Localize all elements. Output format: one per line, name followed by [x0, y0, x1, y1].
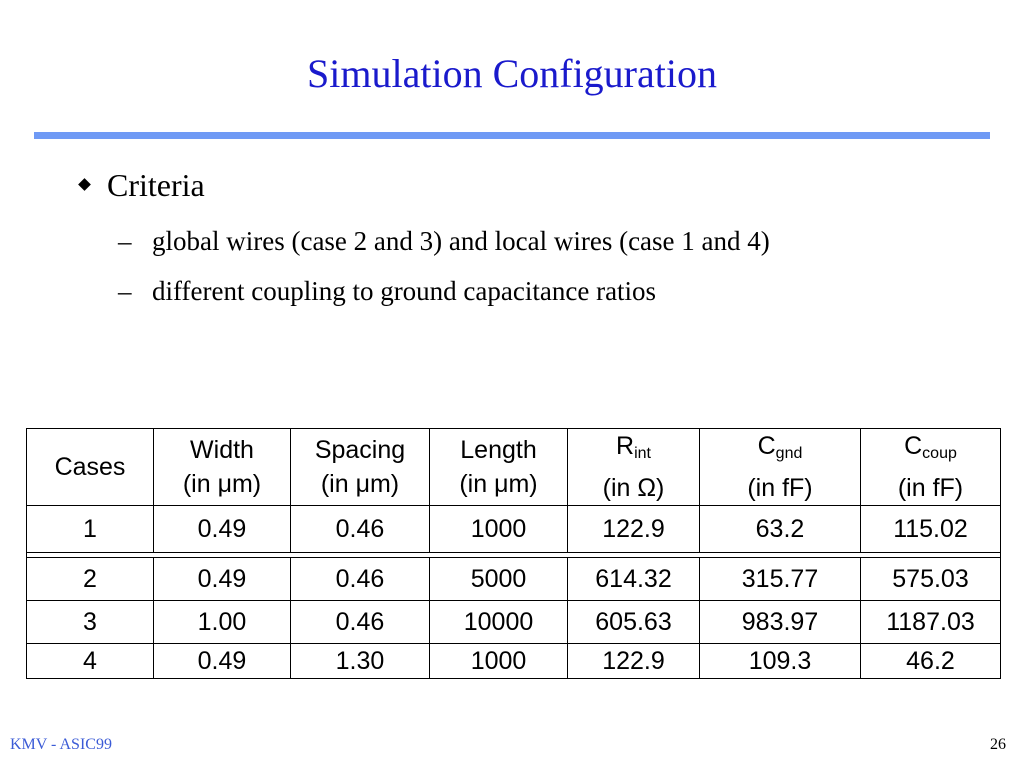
bullet-label: Criteria	[107, 167, 205, 203]
cell-case: 3	[27, 601, 154, 644]
dash-icon: –	[118, 226, 132, 256]
cell-width: 0.49	[154, 558, 291, 601]
cell-spacing: 0.46	[291, 558, 430, 601]
cell-length: 1000	[430, 506, 568, 553]
cell-ccoup: 115.02	[861, 506, 1001, 553]
cell-ccoup: 575.03	[861, 558, 1001, 601]
cell-rint: 122.9	[568, 644, 700, 679]
cell-cgnd: 983.97	[700, 601, 861, 644]
cell-spacing: 0.46	[291, 506, 430, 553]
cell-spacing: 0.46	[291, 601, 430, 644]
header-spacing: Spacing (in μm)	[291, 429, 430, 506]
dash-icon: –	[118, 276, 132, 306]
cell-rint: 614.32	[568, 558, 700, 601]
cell-ccoup: 46.2	[861, 644, 1001, 679]
table-header-row	[27, 429, 1001, 506]
bullet-criteria	[78, 167, 205, 204]
header-rint: $R_{int}$ (in Ω)	[568, 429, 700, 506]
cell-length: 5000	[430, 558, 568, 601]
cell-case: 4	[27, 644, 154, 679]
simulation-config-table	[26, 428, 1001, 679]
header-cases: Cases	[27, 429, 154, 506]
sub-bullet-1	[118, 226, 770, 257]
table-row	[27, 601, 1001, 644]
header-ccoup: $C_{coup}$ (in fF)	[861, 429, 1001, 506]
header-cgnd: $C_{gnd}$ (in fF)	[700, 429, 861, 506]
cell-case: 2	[27, 558, 154, 601]
cell-rint: 605.63	[568, 601, 700, 644]
cell-width: 0.49	[154, 506, 291, 553]
cell-cgnd: 63.2	[700, 506, 861, 553]
cell-spacing: 1.30	[291, 644, 430, 679]
cell-case: 1	[27, 506, 154, 553]
cell-length: 1000	[430, 644, 568, 679]
cell-length: 10000	[430, 601, 568, 644]
sub-bullet-text: different coupling to ground capacitance ratios	[152, 276, 657, 306]
footer-label: KMV - ASIC99	[10, 736, 112, 753]
cell-cgnd: 315.77	[700, 558, 861, 601]
cell-width: 0.49	[154, 644, 291, 679]
cell-rint: 122.9	[568, 506, 700, 553]
sub-bullet-text: global wires (case 2 and 3) and local wires (case 1 and 4)	[152, 226, 770, 256]
table-row	[27, 644, 1001, 679]
table-row	[27, 506, 1001, 553]
page-number: 26	[990, 736, 1006, 753]
cell-cgnd: 109.3	[700, 644, 861, 679]
table-row	[27, 558, 1001, 601]
cell-width: 1.00	[154, 601, 291, 644]
cell-ccoup: 1187.03	[861, 601, 1001, 644]
header-width: Width (in μm)	[154, 429, 291, 506]
header-length: Length (in μm)	[430, 429, 568, 506]
slide-title: Simulation Configuration	[307, 51, 717, 96]
title-divider	[34, 132, 990, 139]
sub-bullet-2	[118, 276, 656, 307]
diamond-bullet-icon	[78, 178, 91, 191]
